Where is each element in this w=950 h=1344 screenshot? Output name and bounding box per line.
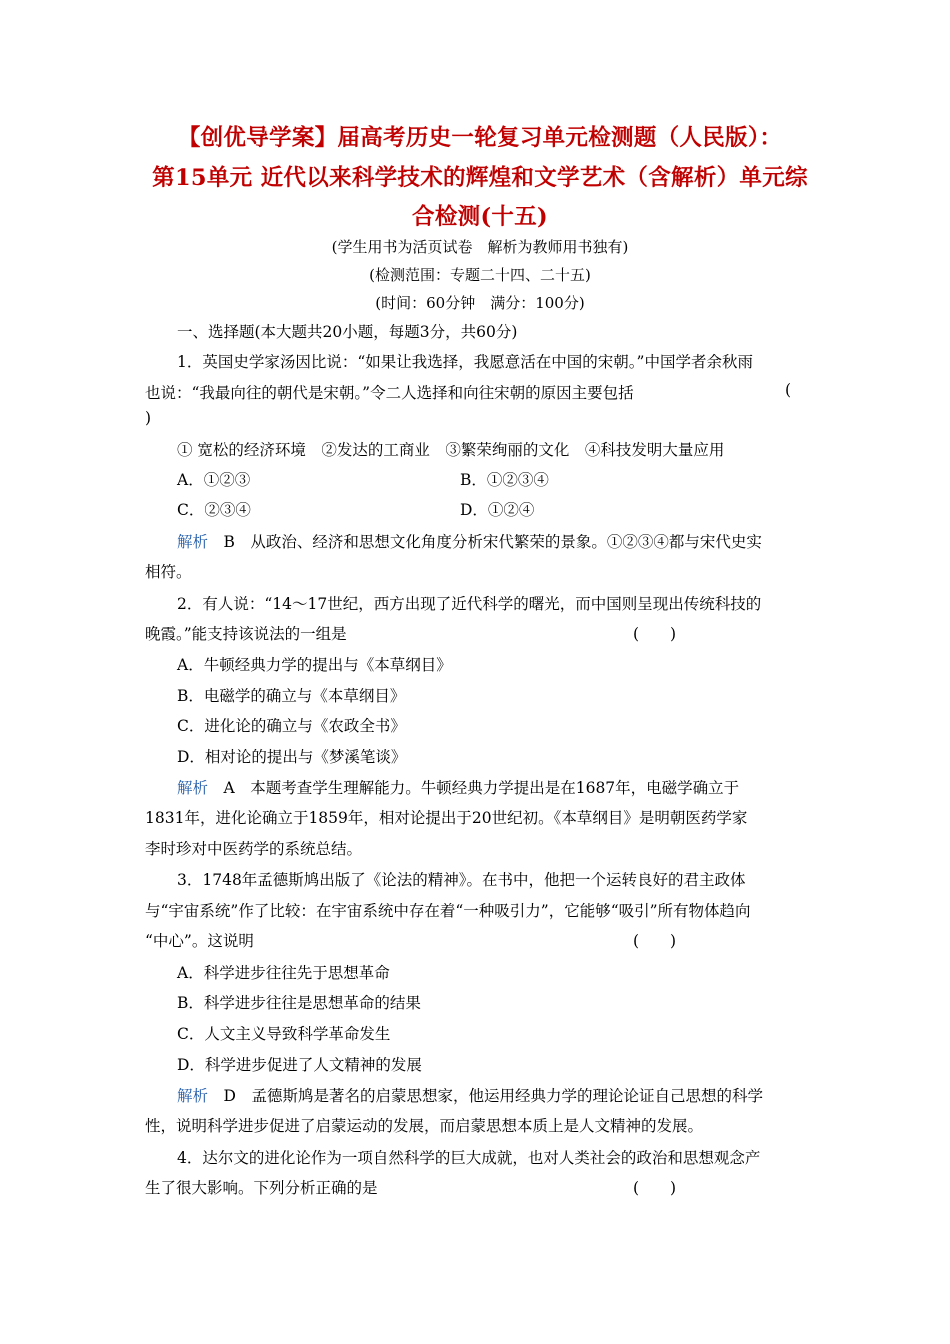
q3-analysis-label: 解析	[177, 1087, 209, 1105]
doc-title-line-3: 合检测(十五)	[412, 204, 548, 230]
q1-items: ① 宽松的经济环境 ②发达的工商业 ③繁荣绚丽的文化 ④科技发明大量应用	[177, 441, 725, 459]
q1-answer-paren-open: (	[785, 381, 792, 399]
q2-option-c: C．进化论的确立与《农政全书》	[177, 717, 406, 735]
q2-analysis-line-2: 1831年，进化论确立于1859年，相对论提出于20世纪初。《本草纲目》是明朝医药学家	[145, 809, 748, 827]
q1-option-a: A．①②③	[177, 471, 251, 489]
q3-stem-line-1: 3．1748年孟德斯鸠出版了《论法的精神》。在书中，他把一个运转良好的君主政体	[177, 871, 746, 889]
note-student-teacher: (学生用书为活页试卷 解析为教师用书独有)	[331, 238, 629, 256]
q1-stem-line-1: 1．英国史学家汤因比说：“如果让我选择，我愿意活在中国的宋朝。”中国学者余秋雨	[177, 353, 753, 371]
q2-option-b: B．电磁学的确立与《本草纲目》	[177, 687, 406, 705]
q1-option-c: C．②③④	[177, 501, 251, 519]
q1-analysis-text: B 从政治、经济和思想文化角度分析宋代繁荣的景象。①②③④都与宋代史实	[223, 533, 762, 551]
doc-title-line-2: 第15单元 近代以来科学技术的辉煌和文学艺术（含解析）单元综	[152, 165, 808, 191]
q2-analysis-label: 解析	[177, 779, 209, 797]
note-scope: (检测范围：专题二十四、二十五)	[369, 266, 591, 284]
q2-analysis-line-3: 李时珍对中医药学的系统总结。	[145, 840, 363, 858]
q2-stem-line-2: 晚霞。”能支持该说法的一组是	[145, 625, 347, 643]
q2-option-a: A．牛顿经典力学的提出与《本草纲目》	[177, 656, 452, 674]
q1-analysis-line-2: 相符。	[145, 563, 192, 581]
section-heading: 一、选择题(本大题共20小题，每题3分，共60分)	[177, 323, 518, 341]
q2-analysis-text: A 本题考查学生理解能力。牛顿经典力学提出是在1687年，电磁学确立于	[223, 779, 740, 797]
q3-analysis-line-2: 性，说明科学进步促进了启蒙运动的发展，而启蒙思想本质上是人文精神的发展。	[145, 1117, 704, 1135]
note-time-score: (时间：60分钟 满分：100分)	[375, 294, 585, 312]
q2-option-d: D．相对论的提出与《梦溪笔谈》	[177, 748, 407, 766]
doc-title-line-1: 【创优导学案】届高考历史一轮复习单元检测题（人民版）：	[177, 125, 783, 151]
q3-option-d: D．科学进步促进了人文精神的发展	[177, 1056, 422, 1074]
q2-stem-line-1: 2．有人说：“14～17世纪，西方出现了近代科学的曙光，而中国则呈现出传统科技的	[177, 595, 762, 613]
q1-analysis-line-1	[177, 530, 842, 552]
q4-answer-blank: ( )	[633, 1179, 677, 1197]
q2-answer-blank: ( )	[633, 625, 677, 643]
q1-answer-paren-close: )	[145, 409, 152, 427]
q4-stem-line-1: 4．达尔文的进化论作为一项自然科学的巨大成就，也对人类社会的政治和思想观念产	[177, 1149, 761, 1167]
q3-option-a: A．科学进步往往先于思想革命	[177, 964, 390, 982]
q1-stem-line-2: 也说：“我最向往的朝代是宋朝。”令二人选择和向往宋朝的原因主要包括	[145, 384, 634, 402]
q3-option-c: C．人文主义导致科学革命发生	[177, 1025, 391, 1043]
q3-analysis-line-1	[177, 1084, 842, 1106]
q4-stem-line-2: 生了很大影响。下列分析正确的是	[145, 1179, 378, 1197]
q3-stem-line-2: 与“宇宙系统”作了比较：在宇宙系统中存在着“一种吸引力”，它能够“吸引”所有物体趋向	[145, 902, 751, 920]
q3-analysis-text: D 孟德斯鸠是著名的启蒙思想家，他运用经典力学的理论论证自己思想的科学	[223, 1087, 763, 1105]
q1-option-d: D．①②④	[460, 501, 535, 519]
q3-option-b: B．科学进步往往是思想革命的结果	[177, 994, 421, 1012]
q1-analysis-label: 解析	[177, 533, 209, 551]
q3-stem-line-3: “中心”。这说明	[145, 932, 254, 950]
q1-option-b: B．①②③④	[460, 471, 549, 489]
q2-analysis-line-1	[177, 776, 842, 798]
q3-answer-blank: ( )	[633, 932, 677, 950]
